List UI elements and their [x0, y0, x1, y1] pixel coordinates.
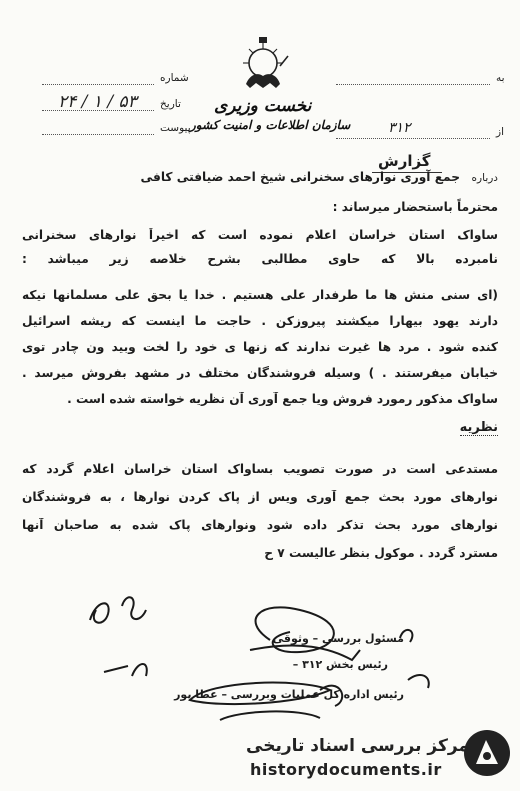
body-line-6: خیابان میفرستند . ) وسیله فروشندگان مختلف در مشهد بفروش میرسد .: [22, 366, 498, 380]
opinion-line-3: نوارهای مورد بحث تذکر داده شود ونوارهای پاک شده به صاحبان آنها: [22, 518, 498, 532]
subject-label: درباره: [471, 172, 498, 184]
body-line-7: ساواک مذکور رمورد فروش ویا جمع آوری آن نظریه خواسته شده است .: [67, 392, 498, 406]
date-value: ۲۴ / ۱ / ۵۳: [58, 92, 137, 112]
attachment-label: پیوست: [160, 122, 191, 134]
subject-text: جمع آوری نوارهای سخنرانی شیخ احمد ضیافتی کافی: [140, 170, 460, 184]
header-org-line-1: نخست وزیری: [214, 96, 312, 116]
handwritten-signatures: [0, 580, 520, 740]
report-title: گزارش: [378, 152, 431, 170]
greeting: محترماً باستحضار میرساند :: [332, 200, 498, 214]
opinion-line-1: مستدعی است در صورت تصویب بساواک استان خراسان اعلام گردد که: [22, 462, 498, 476]
section-head-line: رئیس بخش ۳۱۲ –: [292, 658, 388, 671]
from-line: [336, 138, 490, 139]
to-line: [336, 84, 490, 85]
opinion-line-4: مسترد گردد . موکول بنظر عالیست ۷ ح: [264, 546, 498, 560]
from-label: از: [496, 126, 504, 138]
number-line: [42, 84, 154, 85]
lion-and-sun-emblem: [232, 36, 294, 98]
body-line-4: دارند یهود بیهارا میکشند پیروزکن . حاجت ما اینست که ریشه اسرائیل: [22, 314, 498, 328]
attachment-line: [42, 134, 154, 135]
header-org-line-2: سازمان اطلاعات و امنیت کشور: [190, 118, 351, 132]
date-line: [42, 110, 154, 111]
opinion-line-2: نوارهای مورد بحث جمع آوری ویس از پاک کردن نوارها ، به فروشندگان: [22, 490, 498, 504]
officer-line: مسئول بررسی – وثوقی: [272, 632, 404, 645]
body-line-3: (ای سنی منش ها ما طرفدار علی هستیم . خدا یا بحق علی مسلمانها نیکه: [22, 288, 498, 302]
opinion-heading: نظریه: [459, 420, 498, 435]
number-label: شماره: [160, 72, 189, 84]
body-line-5: کنده شود . مرد ها غیرت ندارند که زنها ی خود را لخت وبید ون چادر توی: [22, 340, 498, 354]
archive-logo-icon: [464, 730, 510, 776]
body-line-1: ساواک استان خراسان اعلام نموده است که اخیراً نوارهای سخنرانی: [22, 228, 498, 242]
dept-head-line: رئیس اداره کل عملیات وبررسی – عطا پور: [174, 688, 404, 701]
body-line-2: نامبرده بالا که حاوی مطالبی بشرح خلاصه زیر میباشد :: [22, 252, 498, 266]
watermark-title: مرکز بررسی اسناد تاریخی: [246, 736, 469, 756]
date-label: تاریخ: [160, 98, 181, 110]
to-label: به: [496, 72, 505, 84]
from-value: ۳۱۲: [388, 120, 411, 136]
watermark-url: historydocuments.ir: [250, 760, 442, 779]
